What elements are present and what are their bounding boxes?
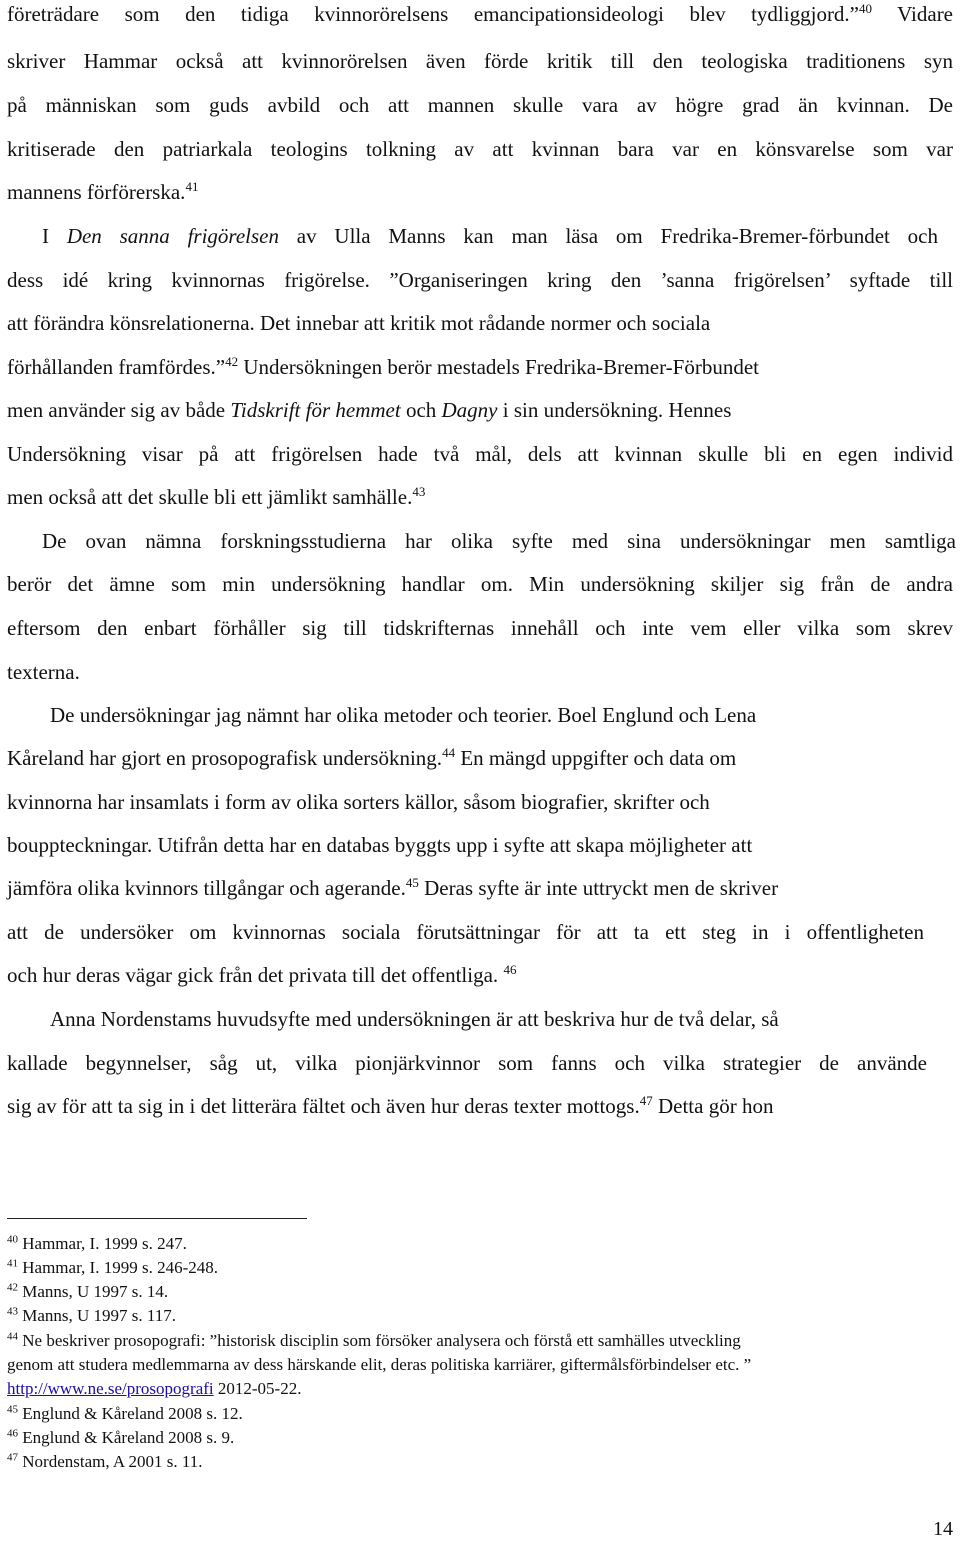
text-run: jämföra olika kvinnors tillgångar och agerande. (7, 876, 406, 900)
text-run: men också att det skulle bli ett jämlikt samhälle. (7, 485, 413, 509)
footnote-text: Hammar, I. 1999 s. 246-248. (18, 1258, 218, 1277)
footnote-text: Englund & Kåreland 2008 s. 12. (18, 1404, 243, 1423)
body-text-line: bouppteckningar. Utifrån detta har en databas byggts upp i syfte att skapa möjligheter att (7, 833, 753, 857)
body-text-line: på människan som guds avbild och att mannen skulle vara av högre grad än kvinnan. De (7, 93, 953, 117)
footnote-text: Englund & Kåreland 2008 s. 9. (18, 1428, 235, 1447)
journal-title: Dagny (441, 398, 498, 422)
text-run: Deras syfte är inte uttryckt men de skriver (418, 876, 779, 900)
journal-title: Tidskrift för hemmet (230, 398, 401, 422)
footnote (7, 1257, 953, 1279)
text-run: och (400, 398, 442, 422)
body-text-line: dess idé kring kvinnornas frigörelse. ”Organiseringen kring den ’sanna frigörelsen’ syftade till (7, 268, 953, 292)
text-run: Detta gör hon (652, 1094, 774, 1118)
footnote-number: 40 (7, 1233, 18, 1246)
text-run: Undersökningen berör mestadels Fredrika-Bremer-Förbundet (238, 355, 759, 379)
footnote-ref-41[interactable]: 41 (185, 179, 199, 194)
book-title: Den sanna frigörelsen (66, 224, 279, 248)
body-text-line: Anna Nordenstams huvudsyfte med undersökningen är att beskriva hur de två delar, så (50, 1007, 779, 1031)
body-text-line: kvinnorna har insamlats i form av olika sorters källor, såsom biografier, skrifter och (7, 790, 710, 814)
body-text-line: att förändra könsrelationerna. Det innebar att kritik mot rådande normer och sociala (7, 311, 711, 335)
footnote (7, 1330, 953, 1352)
footnote (7, 1281, 953, 1303)
footnote-ref-42[interactable]: 42 (225, 354, 239, 369)
text-run: av Ulla Manns kan man läsa om Fredrika-Bremer-förbundet och (278, 224, 939, 248)
footnote-number: 43 (7, 1305, 18, 1318)
text-run: En mängd uppgifter och data om (455, 746, 737, 770)
footnote-continuation (7, 1378, 953, 1400)
body-text-line: kritiserade den patriarkala teologins tolkning av att kvinnan bara var en könsvarelse som var (7, 137, 953, 161)
body-text-line: berör det ämne som min undersökning handlar om. Min undersökning skiljer sig från de andra (7, 572, 953, 596)
footnote (7, 1451, 953, 1473)
body-text-line (7, 0, 953, 28)
footnote-number: 41 (7, 1257, 18, 1270)
footnote-number: 44 (7, 1330, 18, 1343)
footnote-text: Manns, U 1997 s. 117. (18, 1306, 177, 1325)
footnote (7, 1403, 953, 1425)
body-text-line: att de undersöker om kvinnornas sociala förutsättningar för att ta ett steg in i offentligheten (7, 920, 924, 944)
body-text-line (7, 353, 917, 381)
text-run: Vidare (872, 2, 954, 26)
body-text-line: kallade begynnelser, såg ut, vilka pionjärkvinnor som fanns och vilka strategier de använde (7, 1051, 927, 1075)
body-text-line (7, 874, 933, 902)
body-text-line: De ovan nämna forskningsstudierna har olika syfte med sina undersökningar men samtliga (42, 529, 956, 553)
footnote (7, 1233, 953, 1255)
text-run: och hur deras vägar gick från det privata till det offentliga. (7, 963, 504, 987)
body-text-line: skriver Hammar också att kvinnorörelsen även förde kritik till den teologiska traditionens syn (7, 49, 953, 73)
page-number: 14 (933, 1518, 953, 1540)
footnote-text: Manns, U 1997 s. 14. (18, 1282, 169, 1301)
text-run: företrädare som den tidiga kvinnorörelsens emancipationsideologi blev tydliggjord.” (7, 2, 860, 26)
text-run: i sin undersökning. Hennes (497, 398, 732, 422)
footnote-ref-40[interactable]: 40 (859, 1, 873, 16)
footnote-ref-46[interactable]: 46 (503, 962, 517, 977)
footnote-text: Ne beskriver prosopografi: ”historisk disciplin som försöker analysera och förstå ett samhälles utveckling (18, 1331, 741, 1350)
footnote-number: 45 (7, 1403, 18, 1416)
text-run: men använder sig av både (7, 398, 231, 422)
body-text-line: eftersom den enbart förhåller sig till tidskrifternas innehåll och inte vem eller vilka som skrev (7, 616, 953, 640)
body-text-line (7, 396, 953, 424)
text-run: förhållanden framfördes.” (7, 355, 226, 379)
footnote-number: 46 (7, 1427, 18, 1440)
body-text-line (7, 744, 953, 772)
text-run: mannens förförerska. (7, 180, 186, 204)
footnote-text: Hammar, I. 1999 s. 247. (18, 1234, 187, 1253)
footnote (7, 1305, 953, 1327)
body-text-line (7, 1092, 953, 1120)
body-text-line: Undersökning visar på att frigörelsen hade två mål, dels att kvinnan skulle bli en egen individ (7, 442, 953, 466)
footnote-ref-43[interactable]: 43 (412, 484, 426, 499)
footnote-text: Nordenstam, A 2001 s. 11. (18, 1452, 203, 1471)
body-text-line (42, 222, 938, 250)
body-text-line (7, 483, 953, 511)
footnote-number: 42 (7, 1281, 18, 1294)
footnote (7, 1427, 953, 1449)
footnote-ref-44[interactable]: 44 (442, 745, 456, 760)
text-run: sig av för att ta sig in i det litterära fältet och även hur deras texter mottogs. (7, 1094, 640, 1118)
footnote-ref-45[interactable]: 45 (405, 875, 419, 890)
footnote-continuation: genom att studera medlemmarna av dess härskande elit, deras politiska karriärer, giftermålsförbindelser etc. ” (7, 1355, 752, 1374)
reference-link[interactable]: http://www.ne.se/prosopografi (7, 1379, 214, 1398)
footnote-text: 2012-05-22. (213, 1379, 302, 1398)
body-text-line: texterna. (7, 660, 80, 684)
text-run: I (42, 224, 67, 248)
footnote-separator (7, 1218, 307, 1219)
body-text-line (7, 961, 953, 989)
body-text-line: De undersökningar jag nämnt har olika metoder och teorier. Boel Englund och Lena (50, 703, 757, 727)
body-text-line (7, 178, 953, 206)
footnote-ref-47[interactable]: 47 (639, 1093, 653, 1108)
text-run: Kåreland har gjort en prosopografisk undersökning. (7, 746, 443, 770)
footnote-number: 47 (7, 1451, 18, 1464)
